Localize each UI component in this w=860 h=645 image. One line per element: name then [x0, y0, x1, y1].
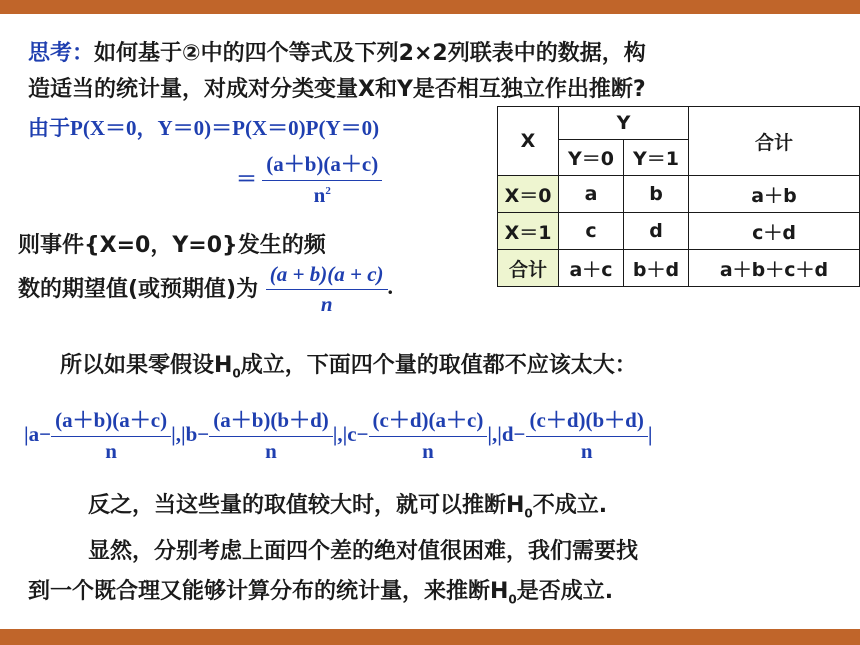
- row-label: X＝1: [498, 213, 559, 250]
- cell-total: a＋b: [689, 176, 860, 213]
- row-label: X＝0: [498, 176, 559, 213]
- conclusion1-subscript: 0: [524, 506, 533, 521]
- header-y1: Y＝1: [624, 140, 689, 176]
- table-row: [498, 250, 860, 287]
- expected-value-denominator: n: [320, 292, 333, 316]
- diff-open: |c−: [342, 421, 369, 446]
- top-accent-bar: [0, 0, 860, 14]
- diff-close: |,: [332, 421, 343, 446]
- diff-d: [497, 404, 652, 464]
- conclusion1-post: 不成立.: [532, 493, 608, 518]
- diff-numerator: (c＋d)(a＋c): [369, 404, 488, 437]
- diff-fraction: [526, 404, 648, 464]
- diff-numerator: (a＋b)(a＋c): [51, 404, 171, 437]
- event-line-1: 则事件{X=0，Y=0}发生的频: [18, 233, 326, 258]
- expected-value-fraction: [266, 262, 388, 317]
- header-total: 合计: [689, 107, 860, 176]
- event-line-2: [18, 262, 393, 317]
- question-text-1: 如何基于②中的四个等式及下列2×2列联表中的数据，构: [94, 41, 646, 66]
- diff-numerator: (a＋b)(b＋d): [209, 404, 333, 437]
- conclusion1-pre: 反之，当这些量的取值较大时，就可以推断H: [88, 493, 525, 518]
- cell-d: d: [624, 213, 689, 250]
- row-label: 合计: [498, 250, 559, 287]
- diff-denominator: n: [265, 439, 277, 463]
- cell-total: c＋d: [689, 213, 860, 250]
- cell-a: a: [559, 176, 624, 213]
- diff-open: |d−: [497, 421, 526, 446]
- hypothesis-line: [60, 348, 637, 380]
- event-line-2-text: 数的期望值(或预期值)为: [18, 277, 259, 302]
- difference-expressions: [24, 404, 652, 464]
- diff-b: [181, 404, 343, 464]
- contingency-table: [497, 106, 860, 287]
- denominator-exponent: 2: [325, 185, 331, 197]
- diff-fraction: [51, 404, 171, 464]
- header-y: Y: [559, 107, 689, 140]
- hypothesis-post: 成立，下面四个量的取值都不应该太大：: [240, 353, 637, 378]
- diff-denominator: n: [422, 439, 434, 463]
- diff-open: |b−: [180, 421, 210, 446]
- event-period: .: [387, 274, 394, 299]
- diff-close: |: [647, 421, 653, 446]
- cell-b: b: [624, 176, 689, 213]
- diff-denominator: n: [580, 439, 593, 463]
- cell-sum-col1: a＋c: [559, 250, 624, 287]
- table-row: [498, 176, 860, 213]
- probability-equation: 由于P(X＝0，Y＝0)＝P(X＝0)P(Y＝0): [28, 116, 380, 140]
- probability-expansion: [236, 148, 382, 208]
- diff-open: |a−: [24, 421, 52, 446]
- cell-c: c: [559, 213, 624, 250]
- diff-close: |,: [171, 421, 181, 446]
- conclusion-line-1: [88, 488, 607, 520]
- diff-close: |,: [487, 421, 498, 446]
- diff-fraction: [369, 404, 488, 464]
- equals-sign: ＝: [236, 167, 257, 191]
- hypothesis-pre: 所以如果零假设H: [60, 353, 233, 378]
- conclusion2-pre: 到一个既合理又能够计算分布的统计量，来推断H: [28, 579, 509, 604]
- table-row: [498, 213, 860, 250]
- diff-denominator: n: [105, 439, 117, 463]
- header-y0: Y＝0: [559, 140, 624, 176]
- conclusion-line-2: 显然，分别考虑上面四个差的绝对值很困难，我们需要找: [88, 539, 639, 564]
- question-line-2: 造适当的统计量，对成对分类变量X和Y是否相互独立作出推断?: [28, 77, 646, 102]
- diff-a: [24, 404, 181, 464]
- expected-value-numerator: (a + b)(a + c): [266, 262, 388, 290]
- hypothesis-subscript: 0: [232, 366, 241, 381]
- cell-sum-col2: b＋d: [624, 250, 689, 287]
- conclusion2-subscript: 0: [508, 592, 517, 607]
- question-label: 思考：: [28, 41, 95, 66]
- conclusion2-post: 是否成立.: [516, 579, 614, 604]
- fraction-denominator: [314, 181, 331, 208]
- header-x: X: [498, 107, 559, 176]
- question-line-1: [28, 36, 646, 67]
- fraction-ab-ac-over-n2: [262, 148, 382, 208]
- fraction-numerator: (a＋b)(a＋c): [262, 148, 382, 181]
- conclusion-line-3: [28, 574, 613, 606]
- cell-grand-total: a＋b＋c＋d: [689, 250, 860, 287]
- diff-fraction: [209, 404, 333, 464]
- denominator-n: n: [313, 183, 326, 207]
- diff-numerator: (c＋d)(b＋d): [526, 404, 648, 437]
- bottom-accent-bar: [0, 629, 860, 645]
- diff-c: [343, 404, 498, 464]
